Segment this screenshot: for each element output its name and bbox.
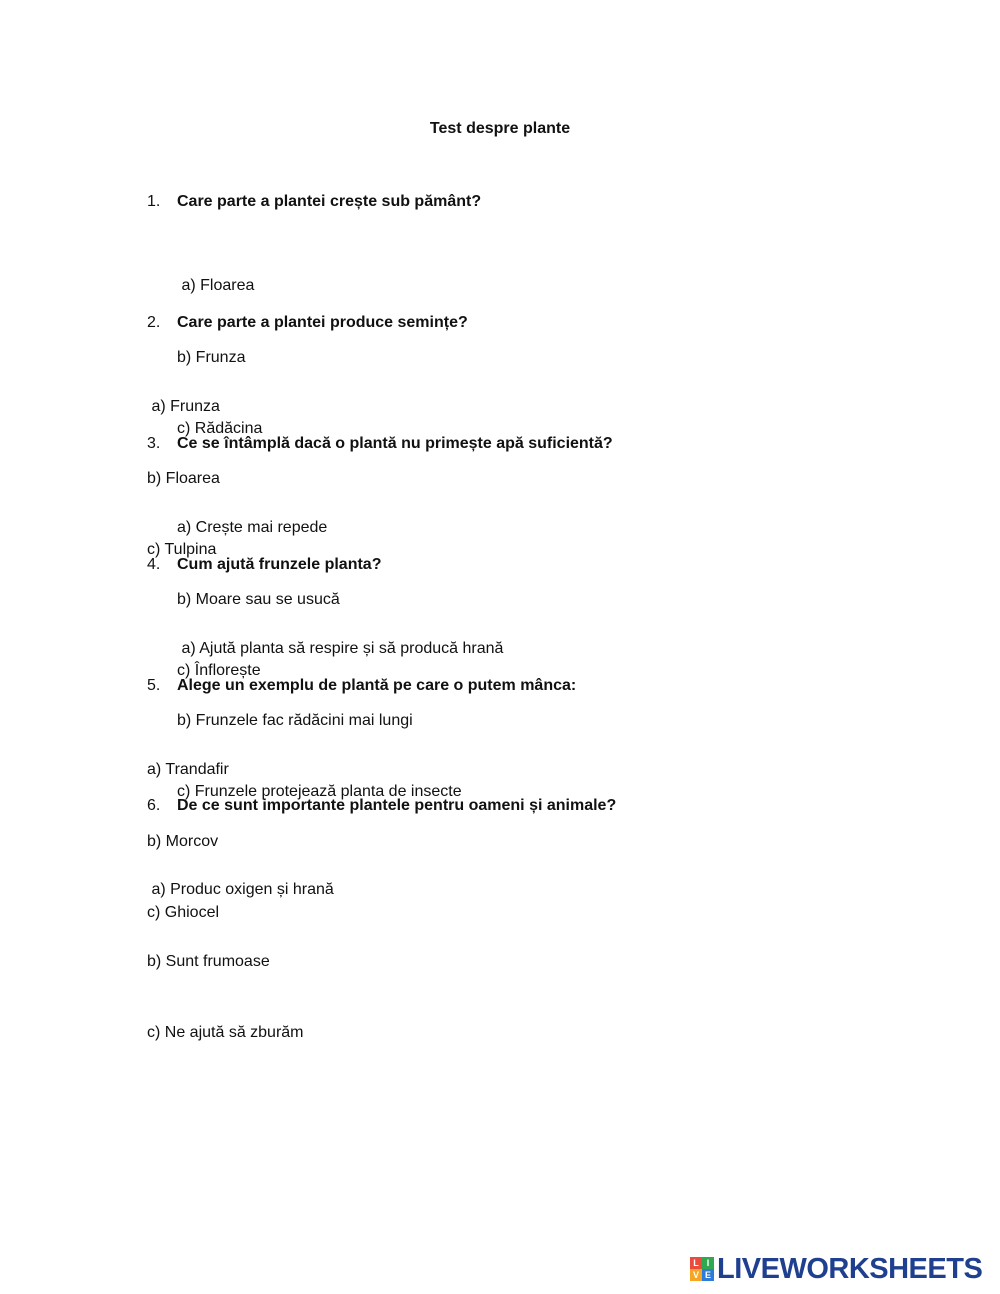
question-text: Alege un exemplu de plantă pe care o putem mânca: (177, 677, 577, 694)
logo-mark-i: I (702, 1257, 714, 1269)
option-a[interactable]: a) Trandafir (147, 761, 229, 779)
question-2 (147, 312, 468, 334)
question-text: Cum ajută frunzele planta? (177, 556, 382, 573)
question-number: 3. (147, 435, 161, 452)
question-1 (147, 191, 481, 213)
option-b[interactable]: b) Frunzele fac rădăcini mai lungi (177, 711, 413, 729)
question-number: 1. (147, 193, 161, 210)
page-title: Test despre plante (429, 120, 571, 137)
option-c[interactable]: c) Rădăcina (177, 419, 263, 437)
option-c[interactable]: c) Tulpina (147, 540, 217, 558)
question-4 (147, 554, 381, 576)
liveworksheets-logo (690, 1254, 982, 1284)
question-6-options (147, 831, 334, 1068)
question-3 (147, 433, 613, 455)
option-c[interactable]: c) Frunzele protejează planta de insecte (177, 782, 462, 800)
question-number: 5. (147, 677, 161, 694)
question-text: Care parte a plantei produce semințe? (177, 314, 468, 331)
option-a[interactable]: a) Ajută planta să respire și să producă hrană (177, 640, 504, 658)
question-text: De ce sunt importante plantele pentru oameni și animale? (177, 797, 617, 814)
option-c[interactable]: c) Ne ajută să zburăm (147, 1023, 304, 1041)
question-number: 4. (147, 556, 161, 573)
option-c[interactable]: c) Înflorește (177, 661, 261, 679)
logo-text: LIVEWORKSHEETS (717, 1253, 983, 1285)
logo-mark-icon (690, 1257, 714, 1281)
logo-mark-l: L (690, 1257, 702, 1269)
option-b[interactable]: b) Morcov (147, 832, 219, 850)
option-b[interactable]: b) Moare sau se usucă (177, 590, 340, 608)
option-b[interactable]: b) Frunza (177, 348, 246, 366)
question-text: Care parte a plantei crește sub pământ? (177, 193, 482, 210)
option-a[interactable]: a) Crește mai repede (177, 519, 328, 537)
option-b[interactable]: b) Floarea (147, 469, 220, 487)
option-a[interactable]: a) Floarea (177, 277, 255, 295)
question-5 (147, 675, 576, 697)
question-number: 2. (147, 314, 161, 331)
question-number: 6. (147, 797, 161, 814)
option-c[interactable]: c) Ghiocel (147, 903, 220, 921)
option-a[interactable]: a) Frunza (147, 398, 220, 416)
question-6 (147, 795, 616, 817)
logo-mark-e: E (702, 1269, 714, 1281)
logo-mark-v: V (690, 1269, 702, 1281)
option-a[interactable]: a) Produc oxigen și hrană (147, 881, 334, 899)
option-b[interactable]: b) Sunt frumoase (147, 952, 270, 970)
question-text: Ce se întâmplă dacă o plantă nu primește apă suficientă? (177, 435, 613, 452)
